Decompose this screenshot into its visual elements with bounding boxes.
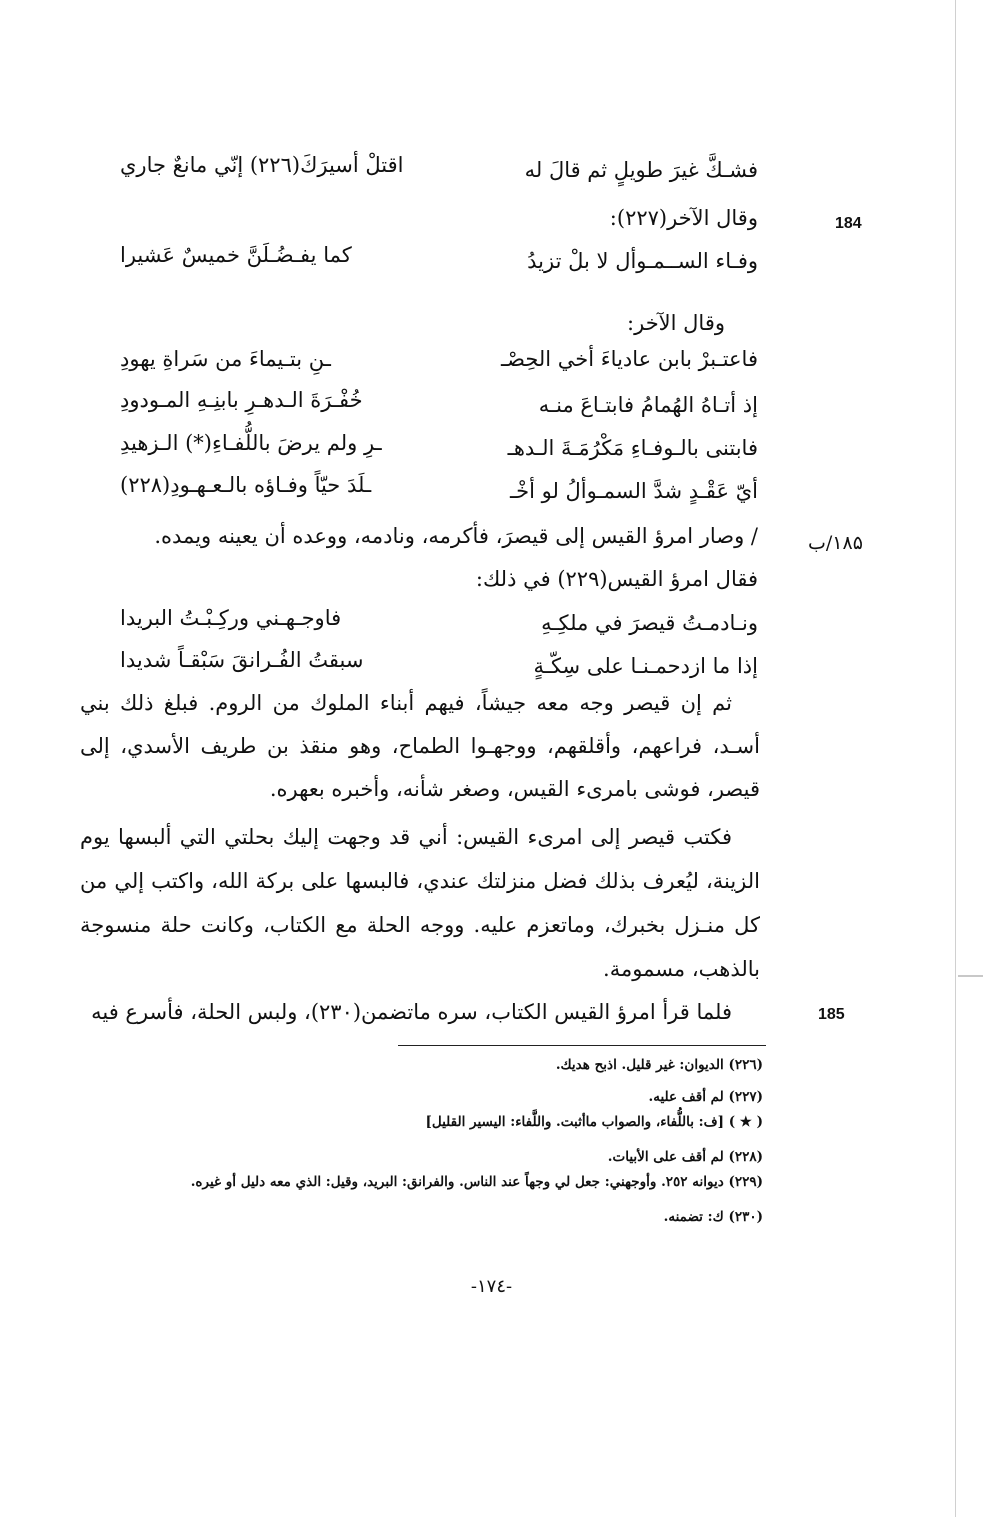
- heading-imru-qays: فقال امرؤ القيس(٢٢٩) في ذلك:: [475, 567, 758, 591]
- paragraph-3: فلما قرأ امرؤ القيس الكتاب، سره ماتضمن(٢٣٠)، ولبس الحلة، فأسرع فيه: [91, 1000, 732, 1024]
- page-number: -١٧٤-: [470, 1276, 513, 1297]
- verse-6-left: ـلَدَ حيّاً وفـاؤه بالـعـهـودِ(٢٢٨): [120, 473, 372, 497]
- verse-5-left: ـرِ ولم يرضَ باللُّفـاءِ(*) الـزهيدِ: [120, 431, 382, 455]
- verse-8-left: سبقتُ الفُـرانقَ سَبْقـاً شديدا: [120, 648, 364, 672]
- verse-4-right: إذ أتـاهُ الهُمامُ فابتـاعَ منـه: [538, 393, 758, 417]
- paragraph-2: فكتب قيصر إلى امرىء القيس: أني قد وجهت إليك بحلتي التي ألبسها يوم الزينة، ليُعرف بذلك فضل منزلتك عندي، فالبسها على بركة الله، واكتب إلي من كل منـزل بخبرك، وماتعزم عليه. ووجه الحلة مع الكتاب، وكانت حلة منسوجة بالذهب، مسمومة.: [80, 825, 760, 981]
- footnote-226: (٢٢٦) الديوان: غير قليل. اذبح هديك.: [555, 1057, 763, 1073]
- verse-3-right: فاعتـبرْ بابن عادياءَ أخي الحِصْـ: [500, 347, 758, 371]
- heading-other-poet-2: وقال الآخر:: [627, 311, 725, 335]
- margin-number-184: 184: [835, 215, 862, 232]
- heading-other-poet-1: وقال الآخر(٢٢٧):: [609, 206, 758, 230]
- footnote-separator: [398, 1045, 766, 1046]
- verse-1-left: اقتلْ أسيرَكَ(٢٢٦) إنّي مانعٌ جاري: [120, 153, 404, 177]
- verse-2-left: كما يفـضُـلَنَّ خميسٌ عَشيرا: [120, 243, 352, 267]
- verse-1-right: فشـكَّ غيرَ طويلٍ ثم قالَ له: [524, 158, 758, 182]
- scan-edge-mark: [958, 975, 983, 977]
- verse-5-right: فابتنى بالـوفـاءِ مَكْرُمَـةَ الـدهـ: [507, 436, 758, 460]
- verse-4-left: خُفْـرَةَ الـدهـرِ بابنِـهِ المـودودِ: [120, 388, 363, 412]
- narrative-line: / وصار امرؤ القيس إلى قيصرَ، فأكرمه، ونادمه، ووعده أن يعينه ويمده.: [154, 524, 758, 548]
- footnote-227: (٢٢٧) لم أقف عليه.: [648, 1089, 763, 1105]
- verse-2-right: وفـاء الســمـوأل لا بلْ تزيدُ: [527, 249, 758, 273]
- verse-7-left: فاوجـهـني وركِـبْـتُ البريدا: [120, 606, 342, 630]
- verse-3-left: ـنِ بتـيماءَ من سَراةِ يهودِ: [120, 347, 331, 371]
- footnote-230: (٢٣٠) ك: تضمنه.: [663, 1209, 763, 1225]
- verse-8-right: إذا ما ازدحمـنـا على سِكّـةٍ: [533, 654, 758, 678]
- footnote-star: ( ★ ) [ف: باللُّفاء، والصواب ماأثبت. واللَّفاء: اليسير القليل]: [425, 1114, 763, 1130]
- verse-6-right: أيّ عَقْـدٍ شدَّ السمـوألُ لو أخْـ: [509, 479, 758, 503]
- footnote-229: (٢٢٩) ديوانه ٢٥٢. وأوجهني: جعل لي وجهاً عند الناس. والفرانق: البريد، وقيل: الذي معه دليل أو غيره.: [190, 1174, 763, 1190]
- paragraph-1: ثم إن قيصر وجه معه جيشاً، فيهم أبناء الملوك من الروم. فبلغ ذلك بني أسـد، فراعهم، وأقلقهم، ووجهـوا الطماح، وهو منقذ بن طريف الأسدي، إلى قيصر، فوشى بامرىء القيس، وصغر شأنه، وأخبره بعهره.: [80, 691, 760, 801]
- margin-number-185: 185: [818, 1006, 845, 1023]
- footnote-228: (٢٢٨) لم أقف على الأبيات.: [607, 1149, 763, 1165]
- verse-7-right: ونـادمـتُ قيصرَ في ملكِـهِ: [541, 611, 758, 635]
- margin-folio-185b: ۱۸۵/ب: [808, 532, 863, 554]
